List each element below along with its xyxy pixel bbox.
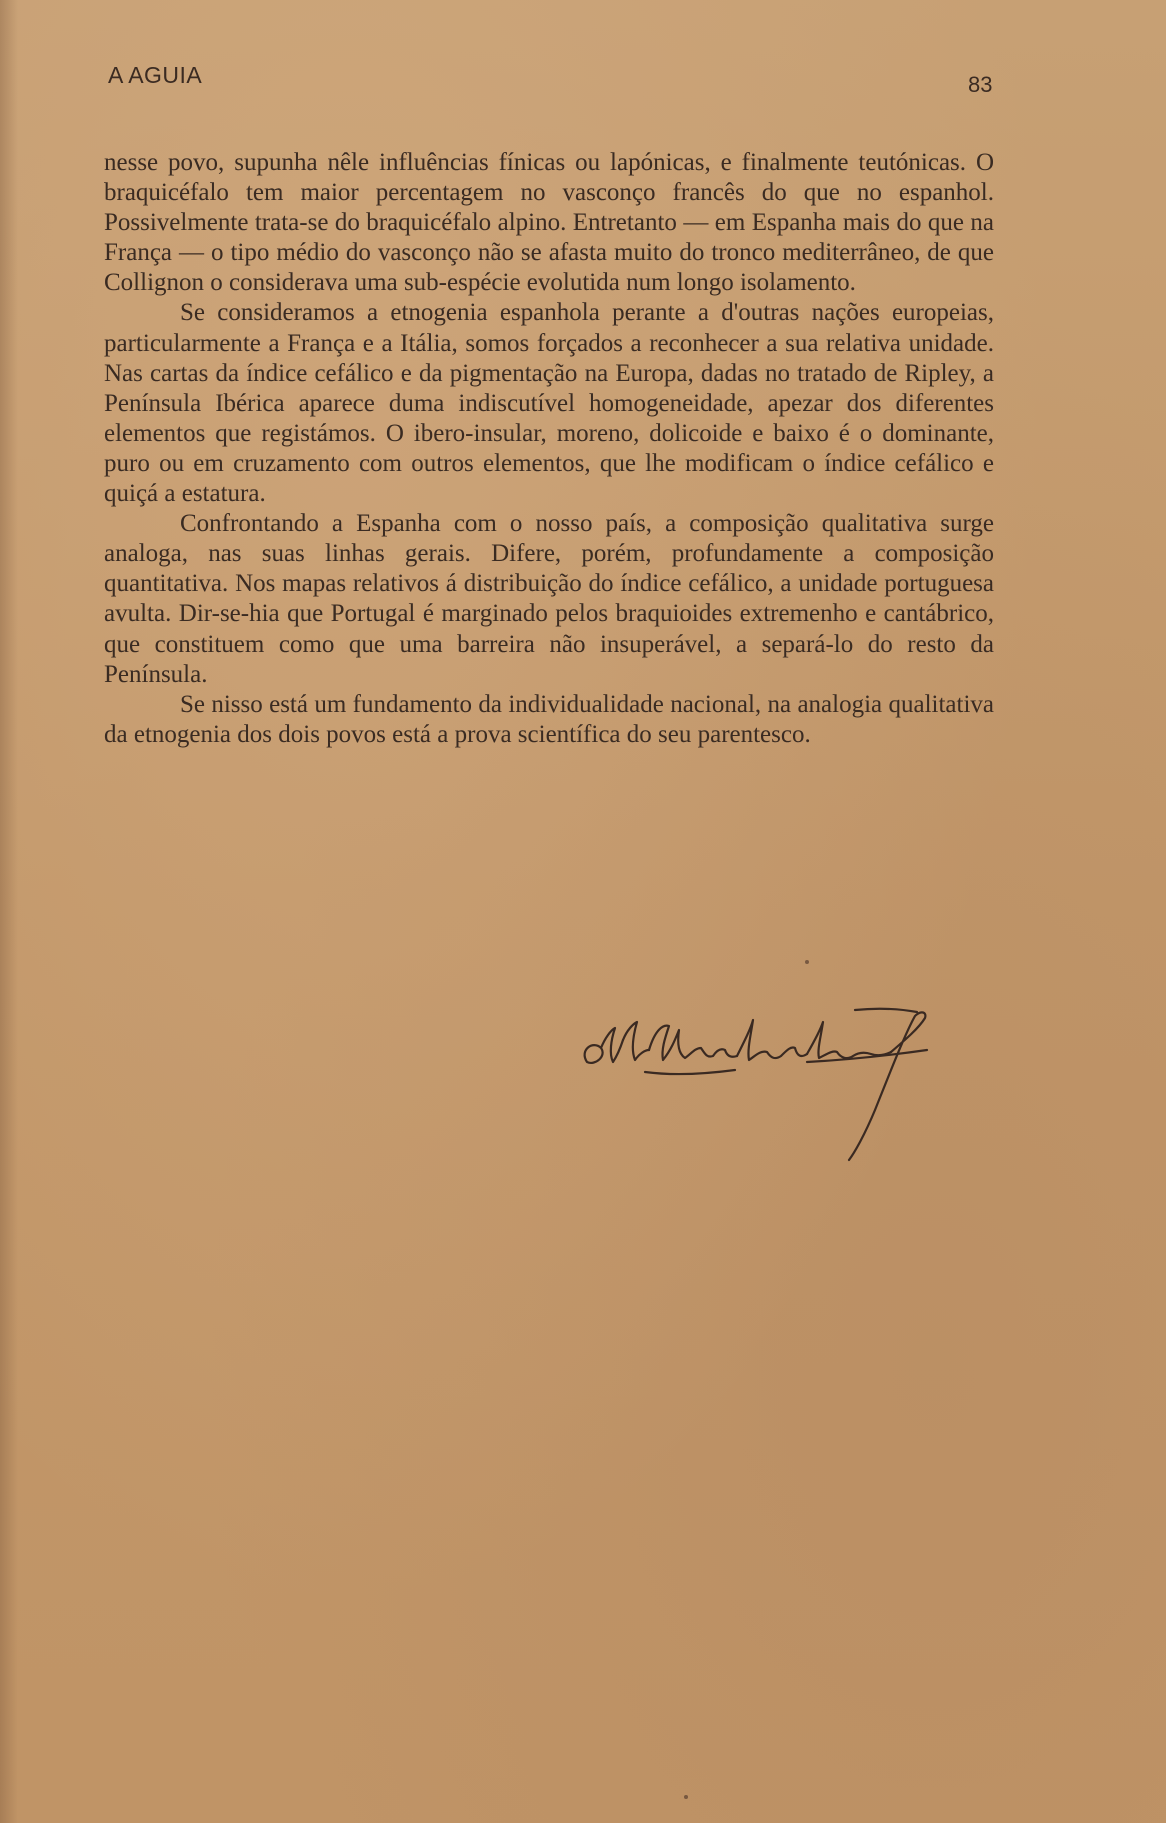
paragraph-4: Se nisso está um fundamento da individualidade nacional, na analogia qualitativa da etnogenia dos dois povos está a prova scientífica do seu parentesco.	[104, 690, 994, 748]
paper-speck	[805, 960, 809, 964]
body-text	[104, 148, 994, 750]
handwritten-signature-icon	[575, 1000, 995, 1170]
paragraph-2: Se consideramos a etnogenia espanhola perante a d'outras nações europeias, particularmente a França e a Itália, somos forçados a reconhecer a sua relativa unidade. Nas cartas da índice cefálico e da pigmentação na Europa, dadas no tratado de Ripley, a Península Ibérica aparece duma indiscutível homogeneidade, apezar dos diferentes elementos que registámos. O ibero-insular, moreno, dolicoide e baixo é o dominante, puro ou em cruzamento com outros elementos, que lhe modificam o índice cefálico e quiçá a estatura.	[104, 299, 994, 508]
paragraph-3: Confrontando a Espanha com o nosso país, a composição qualitativa surge analoga, nas suas linhas gerais. Difere, porém, profundamente a composição quantitativa. Nos mapas relativos á distribuição do índice cefálico, a unidade portuguesa avulta. Dir-se-hia que Portugal é marginado pelos braquioides extremenho e cantábrico, que constituem como que uma barreira não insuperável, a separá-lo do resto da Península.	[104, 510, 994, 688]
page-number: 83	[968, 72, 993, 97]
paper-speck	[684, 1795, 688, 1799]
page-edge-shadow	[0, 0, 18, 1823]
running-title: A AGUIA	[108, 62, 203, 88]
paragraph-1: nesse povo, supunha nêle influências fínicas ou lapónicas, e finalmente teutónicas. O braquicéfalo tem maior percentagem no vasconço francês do que no espanhol. Possivelmente trata-se do braquicéfalo alpino. Entretanto — em Espanha mais do que na França — o tipo médio do vasconço não se afasta muito do tronco mediterrâneo, de que Collignon o considerava uma sub-espécie evolutida num longo isolamento.	[104, 149, 994, 297]
